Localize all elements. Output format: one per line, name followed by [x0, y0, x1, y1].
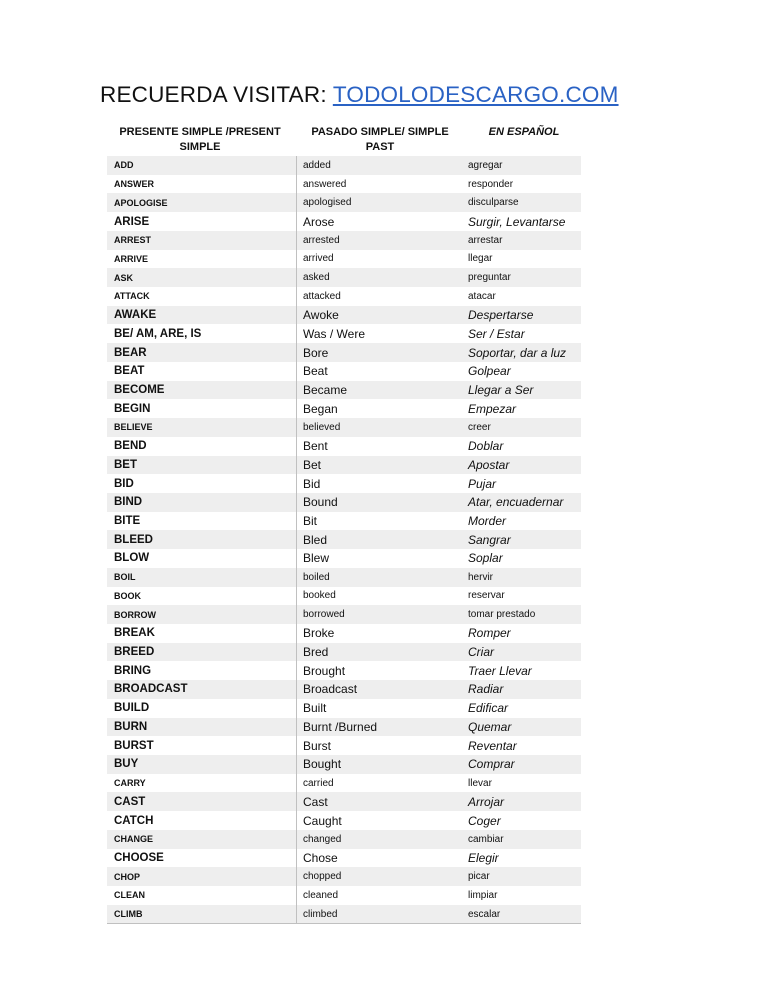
- cell-spanish: tomar prestado: [468, 609, 536, 621]
- cell-past: Broke: [303, 626, 335, 641]
- table-row: [107, 849, 581, 868]
- cell-past: climbed: [303, 908, 338, 920]
- table-row: [107, 474, 581, 493]
- cell-past: Chose: [303, 850, 338, 865]
- cell-past: Bound: [303, 495, 338, 510]
- cell-present: CHOP: [107, 867, 297, 886]
- cell-spanish: cambiar: [468, 833, 504, 845]
- cell-past: chopped: [303, 871, 342, 883]
- cell-present: BROADCAST: [107, 680, 297, 699]
- cell-spanish: agregar: [468, 159, 503, 171]
- cell-past: Bent: [303, 439, 328, 454]
- cell-present: AWAKE: [107, 306, 297, 325]
- table-row: [107, 456, 581, 475]
- cell-present: CHOOSE: [107, 849, 297, 868]
- cell-spanish: Pujar: [468, 476, 497, 491]
- cell-present: ATTACK: [107, 287, 297, 306]
- cell-present: BOOK: [107, 587, 297, 606]
- cell-past: attacked: [303, 290, 341, 302]
- table-row: [107, 886, 581, 905]
- cell-spanish: disculparse: [468, 197, 519, 209]
- cell-present: BUY: [107, 755, 297, 774]
- table-row: [107, 643, 581, 662]
- table-row: [107, 830, 581, 849]
- cell-present: BITE: [107, 512, 297, 531]
- cell-past: Arose: [303, 214, 335, 229]
- cell-spanish: Soportar, dar a luz: [468, 345, 567, 360]
- cell-present: BE/ AM, ARE, IS: [107, 324, 297, 343]
- cell-spanish: preguntar: [468, 272, 511, 284]
- column-header-spanish: EN ESPAÑOL: [488, 126, 560, 138]
- table-row: [107, 287, 581, 306]
- table-row: [107, 212, 581, 231]
- table-row: [107, 680, 581, 699]
- table-row: [107, 736, 581, 755]
- cell-present: APOLOGISE: [107, 193, 297, 212]
- cell-past: Bid: [303, 476, 321, 491]
- cell-present: ARREST: [107, 231, 297, 250]
- cell-present: BEND: [107, 437, 297, 456]
- cell-past: believed: [303, 421, 341, 433]
- cell-past: added: [303, 159, 331, 171]
- table-row: [107, 399, 581, 418]
- cell-present: CLIMB: [107, 905, 297, 924]
- cell-present: BEAR: [107, 343, 297, 362]
- table-body: [107, 156, 581, 923]
- cell-spanish: llegar: [468, 253, 493, 265]
- table-row: [107, 437, 581, 456]
- cell-present: BECOME: [107, 381, 297, 400]
- cell-spanish: Llegar a Ser: [468, 382, 534, 397]
- cell-present: BREED: [107, 643, 297, 662]
- cell-past: Broadcast: [303, 682, 358, 697]
- cell-present: BET: [107, 456, 297, 475]
- site-link[interactable]: TODOLODESCARGO.COM: [332, 82, 619, 107]
- cell-spanish: Romper: [468, 626, 511, 641]
- cell-present: BLOW: [107, 549, 297, 568]
- cell-present: ASK: [107, 268, 297, 287]
- table-row: [107, 268, 581, 287]
- cell-present: BEAT: [107, 362, 297, 381]
- cell-spanish: responder: [468, 178, 514, 190]
- cell-spanish: Empezar: [468, 401, 517, 416]
- cell-spanish: Radiar: [468, 682, 504, 697]
- table-row: [107, 250, 581, 269]
- table-row: [107, 718, 581, 737]
- cell-present: BUILD: [107, 699, 297, 718]
- cell-spanish: reservar: [468, 590, 505, 602]
- table-row: [107, 381, 581, 400]
- cell-present: BURN: [107, 718, 297, 737]
- cell-spanish: Golpear: [468, 364, 511, 379]
- table-row: [107, 792, 581, 811]
- cell-past: changed: [303, 833, 342, 845]
- cell-present: BID: [107, 474, 297, 493]
- cell-spanish: Traer Llevar: [468, 663, 532, 678]
- table-row: [107, 549, 581, 568]
- cell-past: arrested: [303, 234, 340, 246]
- cell-past: cleaned: [303, 889, 339, 901]
- cell-present: ARISE: [107, 212, 297, 231]
- cell-past: Bit: [303, 514, 318, 529]
- cell-past: Bet: [303, 457, 322, 472]
- table-bottom-rule: [107, 923, 581, 924]
- cell-spanish: Despertarse: [468, 308, 534, 323]
- cell-past: Bought: [303, 757, 342, 772]
- table-row: [107, 699, 581, 718]
- cell-past: asked: [303, 272, 330, 284]
- table-row: [107, 568, 581, 587]
- cell-spanish: arrestar: [468, 234, 503, 246]
- cell-spanish: hervir: [468, 571, 494, 583]
- cell-present: CARRY: [107, 774, 297, 793]
- table-row: [107, 867, 581, 886]
- cell-spanish: Doblar: [468, 439, 504, 454]
- table-row: [107, 193, 581, 212]
- table-row: [107, 231, 581, 250]
- table-header: [107, 124, 581, 156]
- cell-past: Began: [303, 401, 338, 416]
- table-row: [107, 156, 581, 175]
- table-row: [107, 530, 581, 549]
- cell-spanish: Apostar: [468, 457, 510, 472]
- cell-spanish: Criar: [468, 645, 494, 660]
- table-row: [107, 755, 581, 774]
- table-row: [107, 661, 581, 680]
- cell-spanish: Arrojar: [468, 794, 505, 809]
- cell-spanish: atacar: [468, 290, 496, 302]
- cell-present: BURST: [107, 736, 297, 755]
- cell-spanish: Elegir: [468, 850, 499, 865]
- cell-past: boiled: [303, 571, 330, 583]
- cell-past: Built: [303, 701, 327, 716]
- cell-spanish: Quemar: [468, 719, 512, 734]
- table-row: [107, 811, 581, 830]
- cell-past: arrived: [303, 253, 334, 265]
- cell-past: Became: [303, 382, 348, 397]
- cell-past: Burnt /Burned: [303, 719, 378, 734]
- cell-past: Caught: [303, 813, 342, 828]
- cell-past: booked: [303, 590, 336, 602]
- cell-spanish: picar: [468, 871, 490, 883]
- page-title: [100, 82, 619, 108]
- cell-past: Bore: [303, 345, 329, 360]
- table-row: [107, 587, 581, 606]
- cell-past: answered: [303, 178, 347, 190]
- cell-spanish: Atar, encuadernar: [468, 495, 564, 510]
- cell-present: ADD: [107, 156, 297, 175]
- cell-present: BRING: [107, 661, 297, 680]
- table-row: [107, 605, 581, 624]
- table-row: [107, 324, 581, 343]
- cell-present: BEGIN: [107, 399, 297, 418]
- table-row: [107, 624, 581, 643]
- cell-past: Cast: [303, 794, 328, 809]
- verb-table: [107, 124, 581, 924]
- cell-present: BOIL: [107, 568, 297, 587]
- cell-past: Awoke: [303, 308, 339, 323]
- table-row: [107, 175, 581, 194]
- cell-past: Was / Were: [303, 326, 366, 341]
- cell-spanish: Comprar: [468, 757, 515, 772]
- cell-present: BLEED: [107, 530, 297, 549]
- cell-present: BELIEVE: [107, 418, 297, 437]
- cell-past: Brought: [303, 663, 346, 678]
- cell-present: BORROW: [107, 605, 297, 624]
- cell-spanish: Ser / Estar: [468, 326, 525, 341]
- table-row: [107, 343, 581, 362]
- cell-present: CATCH: [107, 811, 297, 830]
- table-row: [107, 905, 581, 924]
- cell-spanish: escalar: [468, 908, 501, 920]
- cell-spanish: Coger: [468, 813, 501, 828]
- cell-past: Beat: [303, 364, 328, 379]
- table-row: [107, 774, 581, 793]
- cell-spanish: Surgir, Levantarse: [468, 214, 566, 229]
- column-header-present: PRESENTE SIMPLE /PRESENT SIMPLE: [119, 126, 281, 153]
- cell-present: BIND: [107, 493, 297, 512]
- cell-present: BREAK: [107, 624, 297, 643]
- cell-spanish: Morder: [468, 514, 507, 529]
- cell-past: Bled: [303, 532, 328, 547]
- cell-spanish: Soplar: [468, 551, 503, 566]
- cell-spanish: Sangrar: [468, 532, 511, 547]
- cell-past: Bred: [303, 645, 329, 660]
- cell-present: CHANGE: [107, 830, 297, 849]
- table-row: [107, 306, 581, 325]
- cell-past: Burst: [303, 738, 332, 753]
- cell-past: Blew: [303, 551, 330, 566]
- column-header-past: PASADO SIMPLE/ SIMPLE PAST: [311, 126, 449, 153]
- cell-spanish: creer: [468, 421, 491, 433]
- title-prefix: RECUERDA VISITAR:: [100, 82, 333, 107]
- cell-present: CLEAN: [107, 886, 297, 905]
- cell-spanish: Reventar: [468, 738, 517, 753]
- cell-past: borrowed: [303, 609, 345, 621]
- table-row: [107, 512, 581, 531]
- cell-present: CAST: [107, 792, 297, 811]
- table-row: [107, 493, 581, 512]
- cell-past: apologised: [303, 197, 352, 209]
- cell-spanish: Edificar: [468, 701, 509, 716]
- cell-spanish: llevar: [468, 777, 492, 789]
- table-row: [107, 418, 581, 437]
- cell-past: carried: [303, 777, 334, 789]
- table-row: [107, 362, 581, 381]
- cell-present: ARRIVE: [107, 250, 297, 269]
- cell-spanish: limpiar: [468, 889, 498, 901]
- cell-present: ANSWER: [107, 175, 297, 194]
